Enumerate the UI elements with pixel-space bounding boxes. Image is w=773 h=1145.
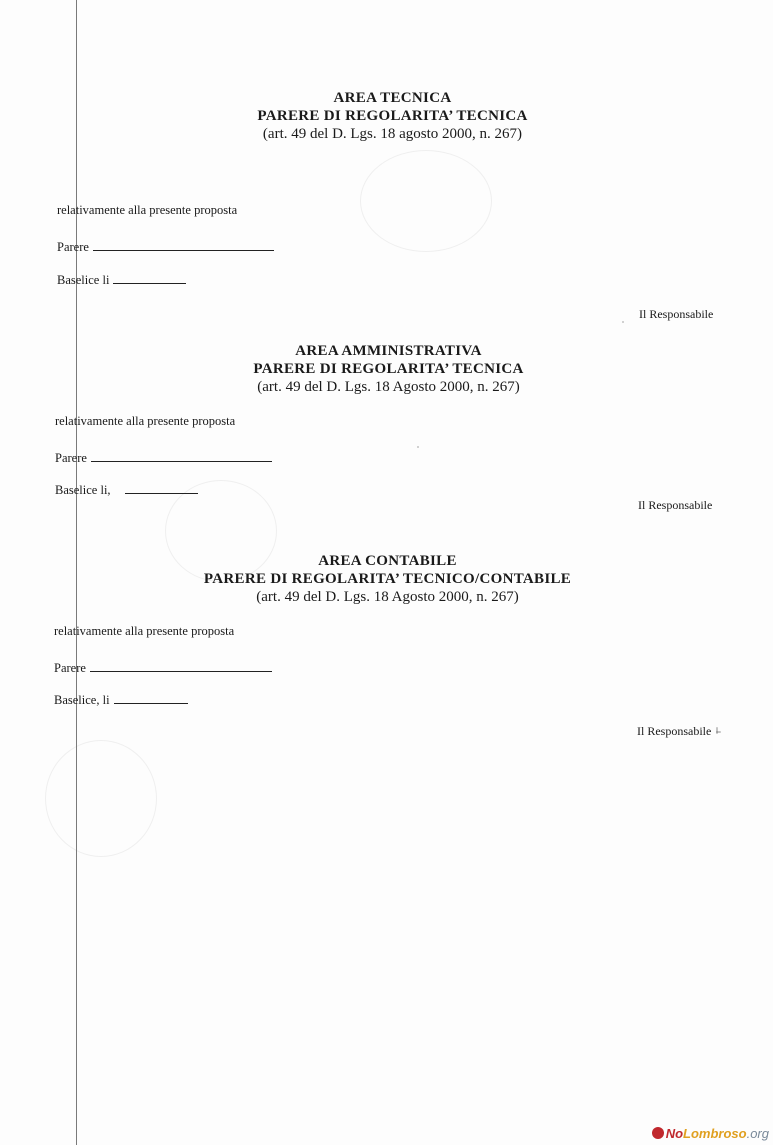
responsible-label: Il Responsabile <box>638 498 713 512</box>
proposal-text: relativamente alla presente proposta <box>55 414 236 428</box>
parere-blank-line[interactable] <box>91 449 272 462</box>
parere-blank-line[interactable] <box>93 238 274 251</box>
no-symbol-icon <box>652 1127 664 1139</box>
parere-title: PARERE DI REGOLARITA’ TECNICA <box>253 361 524 377</box>
parere-title: PARERE DI REGOLARITA’ TECNICA <box>257 108 528 124</box>
law-reference: (art. 49 del D. Lgs. 18 agosto 2000, n. 267) <box>262 126 523 142</box>
place-date-field <box>54 691 188 708</box>
area-title: AREA TECNICA <box>333 90 452 106</box>
parere-field <box>57 238 274 255</box>
section-heading-tecnica <box>0 89 773 143</box>
site-watermark <box>652 1126 769 1141</box>
section-heading-contabile <box>0 552 773 606</box>
place-date-label: Baselice, li <box>54 693 110 707</box>
watermark-part-1: No <box>665 1126 684 1141</box>
faint-seal-mark <box>45 740 157 857</box>
parere-blank-line[interactable] <box>90 659 272 672</box>
proposal-text: relativamente alla presente proposta <box>54 624 235 638</box>
date-blank-line[interactable] <box>114 691 188 704</box>
area-title: AREA CONTABILE <box>318 553 457 569</box>
place-date-label: Baselice li <box>57 273 110 287</box>
area-title: AREA AMMINISTRATIVA <box>295 343 482 359</box>
date-blank-line[interactable] <box>125 481 198 494</box>
responsible-label: Il Responsabile <box>639 307 714 321</box>
scan-speck <box>417 446 419 448</box>
date-blank-line[interactable] <box>113 271 186 284</box>
parere-label: Parere <box>57 240 89 254</box>
watermark-part-3: .org <box>746 1126 769 1141</box>
place-date-label: Baselice li, <box>55 483 111 497</box>
place-date-field <box>55 481 198 498</box>
law-reference: (art. 49 del D. Lgs. 18 Agosto 2000, n. 267) <box>257 379 520 395</box>
section-heading-amministrativa <box>0 342 773 396</box>
law-reference: (art. 49 del D. Lgs. 18 Agosto 2000, n. 267) <box>256 589 519 605</box>
responsible-label: Il Responsabile <box>637 724 712 738</box>
scan-speck <box>716 727 718 734</box>
parere-field <box>55 449 272 466</box>
parere-field <box>54 659 272 676</box>
watermark-part-2: Lombroso <box>683 1126 747 1141</box>
faint-seal-mark <box>360 150 492 252</box>
place-date-field <box>57 271 186 288</box>
parere-title: PARERE DI REGOLARITA’ TECNICO/CONTABILE <box>203 571 572 587</box>
parere-label: Parere <box>54 661 86 675</box>
proposal-text: relativamente alla presente proposta <box>57 203 238 217</box>
parere-label: Parere <box>55 451 87 465</box>
scan-speck <box>622 321 624 323</box>
